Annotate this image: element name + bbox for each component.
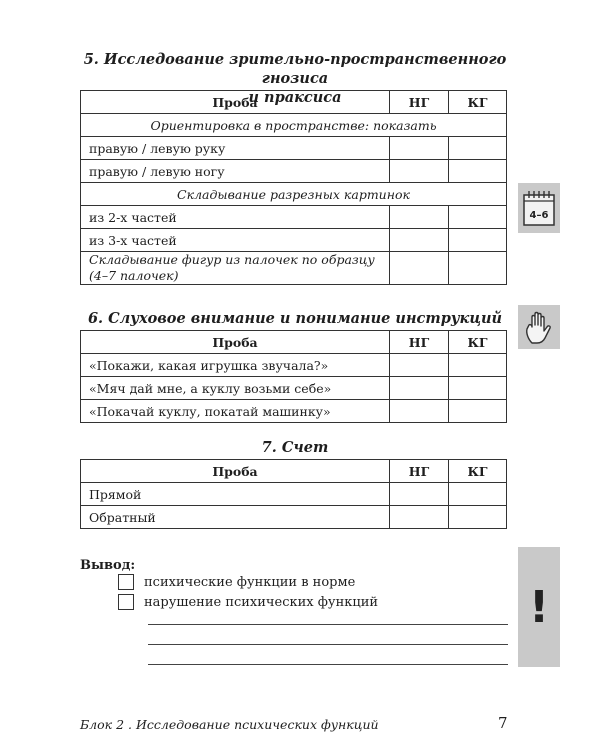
table-row bbox=[81, 377, 507, 400]
table-row bbox=[81, 160, 507, 183]
header-probe: Проба bbox=[81, 91, 390, 114]
row-label: правую / левую ногу bbox=[81, 160, 390, 183]
row-label: из 2-х частей bbox=[81, 206, 390, 229]
row-label: правую / левую руку bbox=[81, 137, 390, 160]
header-ng: НГ bbox=[390, 331, 449, 354]
ng-cell[interactable] bbox=[390, 137, 449, 160]
section-5-title-line2: и праксиса bbox=[248, 89, 342, 106]
ng-cell[interactable] bbox=[390, 400, 449, 423]
kg-cell[interactable] bbox=[449, 354, 507, 377]
row-label: Прямой bbox=[81, 483, 390, 506]
row-label: Обратный bbox=[81, 506, 390, 529]
kg-cell[interactable] bbox=[449, 160, 507, 183]
kg-cell[interactable] bbox=[449, 229, 507, 252]
kg-cell[interactable] bbox=[449, 206, 507, 229]
table-row bbox=[81, 483, 507, 506]
checkbox[interactable] bbox=[118, 594, 134, 610]
ng-cell[interactable] bbox=[390, 229, 449, 252]
header-probe: Проба bbox=[81, 460, 390, 483]
footer-text: Блок 2 . Исследование психических функций bbox=[80, 717, 379, 732]
option-label: психические функции в норме bbox=[144, 574, 356, 590]
table-row bbox=[81, 400, 507, 423]
kg-cell[interactable] bbox=[449, 400, 507, 423]
row-label: из 3-х частей bbox=[81, 229, 390, 252]
header-kg: КГ bbox=[449, 331, 507, 354]
conclusion-option-impairment[interactable] bbox=[118, 594, 378, 610]
table-row bbox=[81, 252, 507, 285]
section-7-table bbox=[80, 459, 507, 529]
ng-cell[interactable] bbox=[390, 483, 449, 506]
hand-icon bbox=[518, 305, 560, 349]
ng-cell[interactable] bbox=[390, 160, 449, 183]
header-ng: НГ bbox=[390, 460, 449, 483]
option-label: нарушение психических функций bbox=[144, 594, 379, 610]
ng-cell[interactable] bbox=[390, 206, 449, 229]
conclusion-option-norm[interactable] bbox=[118, 574, 355, 590]
hand-graphic bbox=[523, 309, 555, 345]
exclamation-mark: ! bbox=[528, 581, 550, 633]
table-header-row bbox=[81, 91, 507, 114]
header-ng: НГ bbox=[390, 91, 449, 114]
table-row bbox=[81, 183, 507, 206]
row-label: «Покачай куклу, покатай машинку» bbox=[81, 400, 390, 423]
row-label: Складывание фигур из палочек по образцу (4–7 палочек) bbox=[81, 252, 390, 285]
table-row bbox=[81, 229, 507, 252]
writing-line[interactable] bbox=[148, 664, 508, 665]
header-probe: Проба bbox=[81, 331, 390, 354]
conclusion-title: Вывод: bbox=[80, 558, 136, 573]
table-header-row bbox=[81, 460, 507, 483]
age-badge: 4–6 bbox=[529, 210, 549, 221]
table-row bbox=[81, 206, 507, 229]
table-row bbox=[81, 354, 507, 377]
section-7-title: 7. Счет bbox=[261, 439, 329, 456]
kg-cell[interactable] bbox=[449, 377, 507, 400]
table-row bbox=[81, 506, 507, 529]
exclamation-icon bbox=[518, 547, 560, 667]
calendar-graphic bbox=[522, 189, 556, 227]
section-6-title: 6. Слуховое внимание и понимание инструкций bbox=[87, 310, 503, 327]
ng-cell[interactable] bbox=[390, 377, 449, 400]
row-label: «Мяч дай мне, а куклу возьми себе» bbox=[81, 377, 390, 400]
table-header-row bbox=[81, 331, 507, 354]
kg-cell[interactable] bbox=[449, 137, 507, 160]
calendar-icon bbox=[518, 183, 560, 233]
ng-cell[interactable] bbox=[390, 354, 449, 377]
ng-cell[interactable] bbox=[390, 252, 449, 285]
subheader-orientation: Ориентировка в пространстве: показать bbox=[81, 114, 507, 137]
section-5-table bbox=[80, 90, 507, 285]
header-kg: КГ bbox=[449, 460, 507, 483]
writing-line[interactable] bbox=[148, 644, 508, 645]
subheader-cut-pictures: Складывание разрезных картинок bbox=[81, 183, 507, 206]
checkbox[interactable] bbox=[118, 574, 134, 590]
table-row bbox=[81, 137, 507, 160]
page-number: 7 bbox=[498, 714, 508, 732]
row-label: «Покажи, какая игрушка звучала?» bbox=[81, 354, 390, 377]
kg-cell[interactable] bbox=[449, 252, 507, 285]
header-kg: КГ bbox=[449, 91, 507, 114]
ng-cell[interactable] bbox=[390, 506, 449, 529]
section-6-table bbox=[80, 330, 507, 423]
kg-cell[interactable] bbox=[449, 483, 507, 506]
writing-line[interactable] bbox=[148, 624, 508, 625]
kg-cell[interactable] bbox=[449, 506, 507, 529]
section-5-title-line1: 5. Исследование зрительно-пространственного гнозиса bbox=[83, 51, 507, 87]
table-row bbox=[81, 114, 507, 137]
